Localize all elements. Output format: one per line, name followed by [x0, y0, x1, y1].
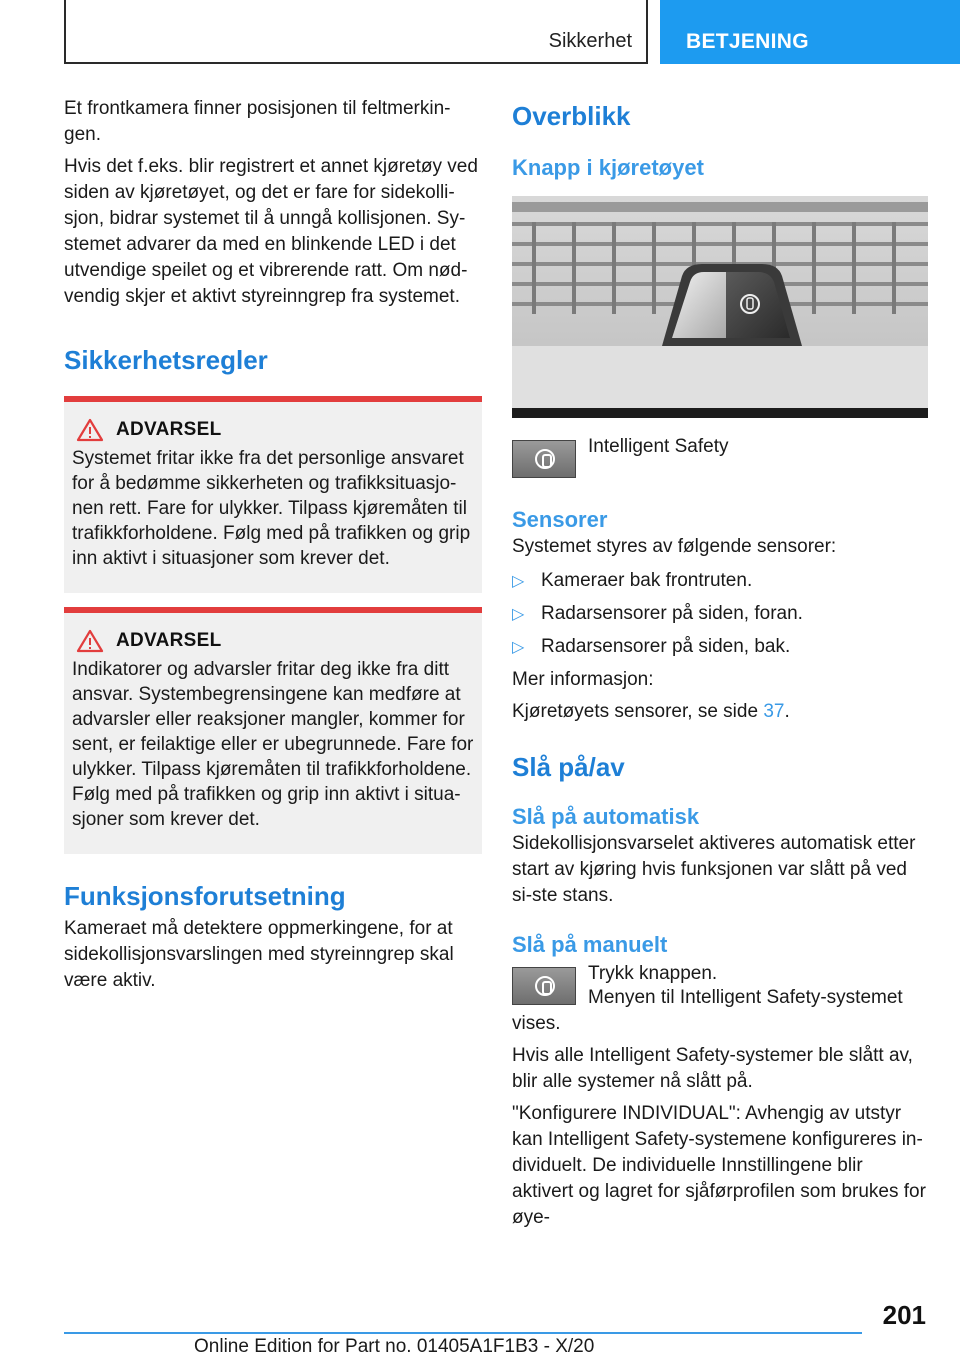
- triangle-bullet-icon: ▷: [512, 639, 525, 656]
- intelligent-safety-icon: [535, 449, 555, 469]
- triangle-bullet-icon: ▷: [512, 606, 525, 623]
- auto-heading: Slå på automatisk: [512, 804, 700, 829]
- list-item: ▷ Kameraer bak frontruten.: [512, 568, 928, 595]
- warning-triangle-icon: [76, 629, 104, 653]
- requirements-heading: Funksjonsforutsetning: [64, 881, 346, 911]
- manual-heading: Slå på manuelt: [512, 932, 668, 957]
- sensors-heading: Sensorer: [512, 507, 608, 532]
- right-column: [512, 96, 928, 1237]
- sensor-reference: Kjøretøyets sensorer, se side 37.: [512, 701, 790, 722]
- auto-text: Sidekollisjonsvarselet aktiveres automatisk etter start av kjøring hvis funksjonen var slått på ved si-ste stans.: [512, 833, 916, 906]
- manual-menu-text: Menyen til Intelligent Safety-systemet vises.: [512, 987, 903, 1034]
- intelligent-safety-icon: [535, 976, 555, 996]
- intro-paragraph-2: Hvis det f.eks. blir registrert et annet kjøretøy ved siden av kjøretøyet, og det er fare for sidekolli-sjon, bidrar systemet til å unngå kollisjonen. Sy-stemet advarer da med en blinkende LED i det utvendige speilet og et vibrerende ratt. Om nød-vendig skjer et aktivt styreinngrep fra systemet.: [64, 156, 478, 307]
- dashboard-photo-illustration: [512, 196, 928, 418]
- warning-title-2: ADVARSEL: [116, 630, 222, 651]
- warning-text-1: Systemet fritar ikke fra det personlige ansvaret for å bedømme sikkerheten og trafikksituasjo-nen rett. Fare for ulykker. Tilpass kjøremåten til trafikkforholdene. Følg med på trafikken og grip inn aktivt i situasjoner som krever det.: [72, 448, 471, 569]
- safety-heading: Sikkerhetsregler: [64, 345, 268, 375]
- button-caption-row: [512, 436, 928, 478]
- manual-press-text: Trykk knappen.: [588, 963, 718, 984]
- intelligent-safety-button[interactable]: [512, 440, 576, 478]
- footer-divider: [64, 1332, 862, 1334]
- warning-box-1: [64, 396, 482, 593]
- warning-box-2: [64, 607, 482, 854]
- footer-edition: Online Edition for Part no. 01405A1F1B3 - X/20: [194, 1336, 595, 1357]
- intro-paragraph-1: Et frontkamera finner posisjonen til feltmerkin-gen.: [64, 98, 451, 145]
- warning-text-2: Indikatorer og advarsler fritar deg ikke fra ditt ansvar. Systembegrensingene kan medføre at advarsler eller reaksjoner mangler, kommer for sent, er feilaktige eller er ubegrunnede. Fare for ulykker. Tilpass kjøremåten til trafikkforholdene. Følg med på trafikken og grip inn aktivt i situa-sjoner som krever det.: [72, 659, 474, 830]
- warning-title-1: ADVARSEL: [116, 419, 222, 440]
- manual-paragraph-2: "Konfigurere INDIVIDUAL": Avhengig av utstyr kan Intelligent Safety-systemene konfigureres in-dividuelt. De individuelle Innstillingene blir aktivert og lagret for sjåførprofilen som brukes for øye-: [512, 1103, 926, 1228]
- header-section-title: Sikkerhet: [548, 30, 632, 52]
- more-info-label: Mer informasjon:: [512, 669, 654, 690]
- requirements-text: Kameraet må detektere oppmerkingene, for at sidekollisjonsvarslingen med styreinngrep skal være aktiv.: [64, 918, 454, 991]
- triangle-bullet-icon: ▷: [512, 573, 525, 590]
- header-chapter-title: BETJENING: [686, 30, 809, 53]
- overview-heading: Overblikk: [512, 101, 631, 131]
- header-chapter-tab[interactable]: [660, 0, 960, 64]
- warning-triangle-icon: [76, 418, 104, 442]
- page-number: 201: [882, 1300, 926, 1330]
- list-item: ▷ Radarsensorer på siden, bak.: [512, 634, 928, 661]
- button-heading: Knapp i kjøretøyet: [512, 155, 704, 180]
- header-section-box: [64, 0, 648, 64]
- dashboard-button-photo: [512, 196, 928, 418]
- list-item: ▷ Radarsensorer på siden, foran.: [512, 601, 928, 628]
- sensors-intro: Systemet styres av følgende sensorer:: [512, 536, 837, 557]
- intelligent-safety-button[interactable]: [512, 967, 576, 1005]
- button-caption: Intelligent Safety: [588, 436, 729, 457]
- left-column: [64, 96, 482, 1000]
- sensors-list: [512, 568, 928, 661]
- manual-paragraph-1: Hvis alle Intelligent Safety-systemer ble slått av, blir alle systemer nå slått på.: [512, 1045, 913, 1092]
- onoff-heading: Slå på/av: [512, 752, 625, 782]
- page-link-37[interactable]: 37: [763, 701, 785, 722]
